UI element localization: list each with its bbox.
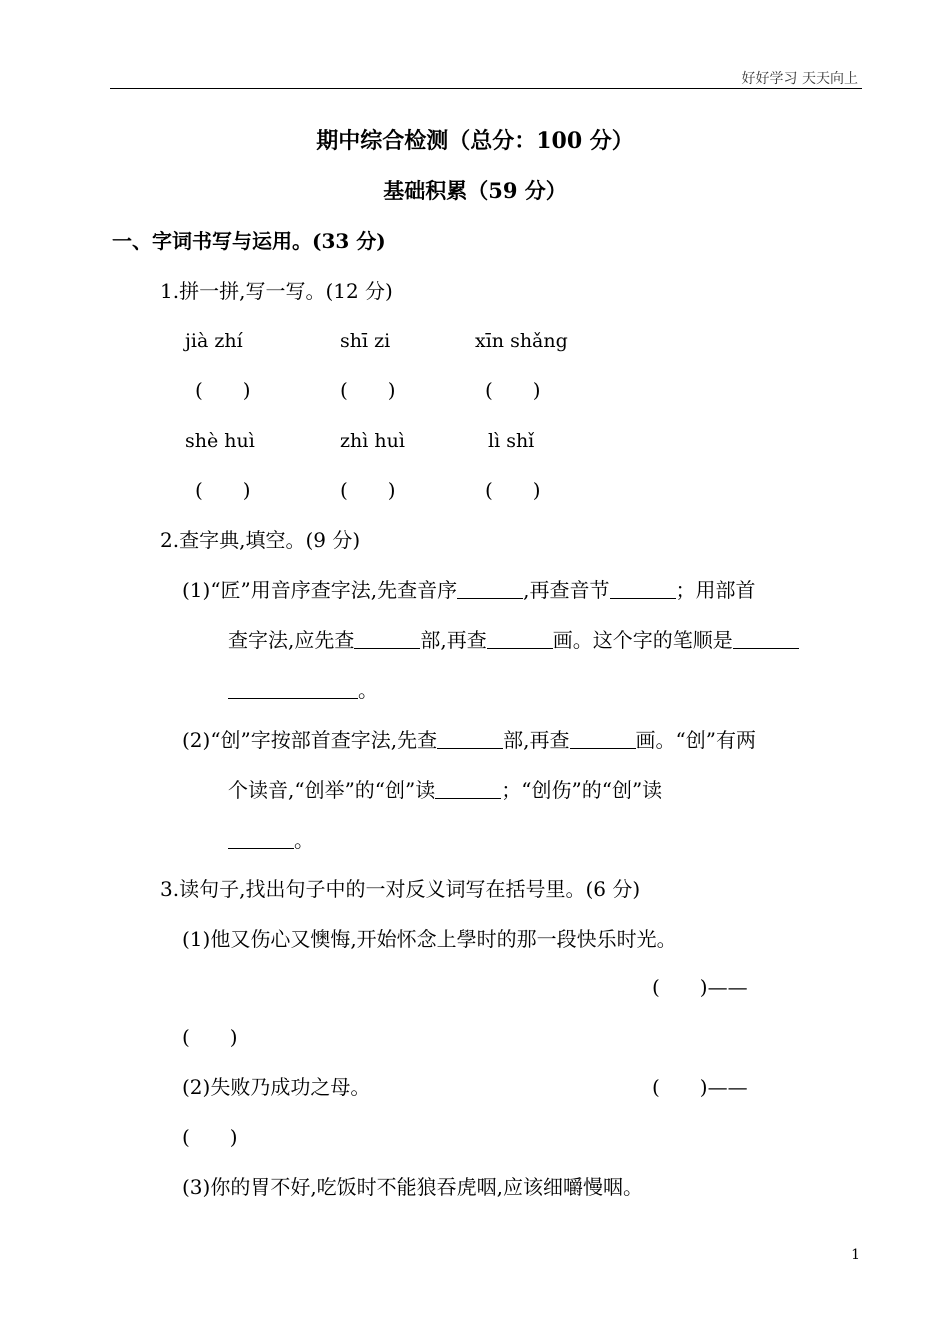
fill-blank[interactable] <box>228 680 358 699</box>
text-span: 画。“创”有两 <box>635 728 756 752</box>
pinyin-item: jià zhí <box>185 330 243 352</box>
header-slogan: 好好学习 天天向上 <box>741 71 858 87</box>
pinyin-item: lì shǐ <box>488 430 535 452</box>
text-span: 部,再查 <box>503 728 570 752</box>
text-span: 个读音,“创举”的“创”读 <box>228 778 436 802</box>
header-rule <box>110 88 862 89</box>
fill-blank[interactable] <box>437 730 503 749</box>
text-span: 。 <box>294 828 314 852</box>
answer-paren[interactable]: ( ) <box>340 378 396 402</box>
q2-part2-line3 <box>228 827 314 853</box>
text-span: ；“创伤”的“创”读 <box>501 778 663 802</box>
question-3-label: 3.读句子,找出句子中的一对反义词写在括号里。(6 分) <box>160 877 641 901</box>
pinyin-item: shè huì <box>185 430 255 452</box>
section-heading: 一、字词书写与运用。(33 分) <box>112 229 386 253</box>
section-subtitle: 基础积累（59 分） <box>383 178 567 203</box>
page-number: 1 <box>851 1247 860 1263</box>
fill-blank[interactable] <box>570 730 636 749</box>
answer-paren[interactable]: ( ) <box>182 1125 238 1149</box>
fill-blank[interactable] <box>354 630 420 649</box>
fill-blank[interactable] <box>487 630 553 649</box>
q3-sentence-1: (1)他又伤心又懊悔,开始怀念上學时的那一段快乐时光。 <box>182 927 677 951</box>
q2-part2-line1 <box>182 727 756 753</box>
q2-part2-line2 <box>228 777 662 803</box>
antonym-pair-paren[interactable]: ( )—— <box>652 975 748 999</box>
text-span: (2)“创”字按部首查字法,先查 <box>182 728 438 752</box>
text-span: ；用部首 <box>675 578 756 602</box>
answer-paren[interactable]: ( ) <box>195 378 251 402</box>
page-title: 期中综合检测（总分：100 分） <box>316 128 634 154</box>
answer-paren[interactable]: ( ) <box>182 1025 238 1049</box>
text-span: 查字法,应先查 <box>228 628 355 652</box>
fill-blank[interactable] <box>228 830 294 849</box>
q3-sentence-3: (3)你的胃不好,吃饭时不能狼吞虎咽,应该细嚼慢咽。 <box>182 1175 644 1199</box>
antonym-pair-paren[interactable]: ( )—— <box>652 1075 748 1099</box>
answer-paren[interactable]: ( ) <box>485 478 541 502</box>
text-span: 。 <box>358 678 378 702</box>
question-2-label: 2.查字典,填空。(9 分) <box>160 528 361 552</box>
text-span: 部,再查 <box>420 628 487 652</box>
question-1-label: 1.拼一拼,写一写。(12 分) <box>160 279 393 303</box>
pinyin-item: zhì huì <box>340 430 405 452</box>
q2-part1-line3 <box>228 677 378 703</box>
answer-paren[interactable]: ( ) <box>340 478 396 502</box>
fill-blank[interactable] <box>457 580 523 599</box>
text-span: 画。这个字的笔顺是 <box>552 628 733 652</box>
fill-blank[interactable] <box>435 780 501 799</box>
q2-part1-line2 <box>228 627 799 653</box>
answer-paren[interactable]: ( ) <box>485 378 541 402</box>
text-span: (1)“匠”用音序查字法,先查音序 <box>182 578 458 602</box>
fill-blank[interactable] <box>610 580 676 599</box>
q2-part1-line1 <box>182 577 756 603</box>
pinyin-item: shī zi <box>340 330 391 352</box>
answer-paren[interactable]: ( ) <box>195 478 251 502</box>
pinyin-item: xīn shǎng <box>475 330 568 352</box>
q3-sentence-2: (2)失败乃成功之母。 <box>182 1075 371 1099</box>
fill-blank[interactable] <box>733 630 799 649</box>
text-span: ,再查音节 <box>523 578 610 602</box>
